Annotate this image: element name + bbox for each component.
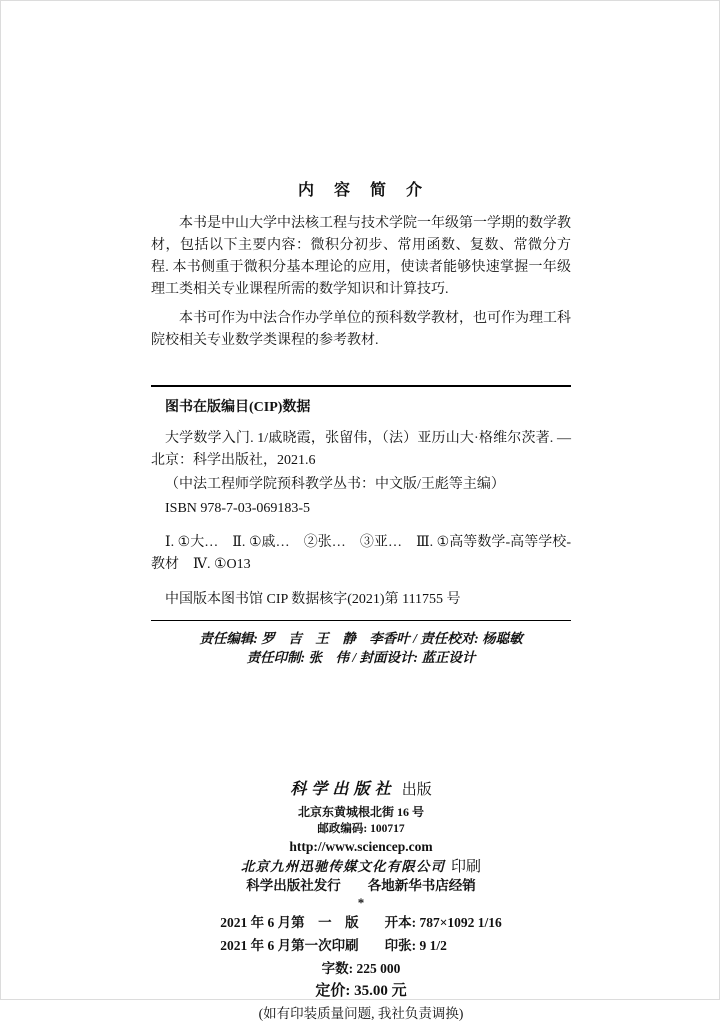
- publisher-website: http://www.sciencep.com: [289, 839, 433, 854]
- publisher-address: 北京东黄城根北街 16 号: [297, 805, 424, 819]
- printer-role: 印刷: [451, 859, 482, 875]
- publisher-line: [151, 779, 571, 801]
- book-format: 开本: 787×1092 1/16: [384, 915, 502, 930]
- distribution-line: 科学出版社发行 各地新华书店经销: [246, 878, 476, 893]
- printing-date: 2021 年 6 月第一次印刷: [220, 938, 359, 953]
- intro-paragraph-1: 本书是中山大学中法核工程与技术学院一年级第一学期的数学教材，包括以下主要内容：微积分初步、常用函数、复数、常微分方程. 本书侧重于微积分基本理论的应用，使读者能够快速掌握一年级理工类相关专业课程所需的数学知识和计算技巧.: [151, 216, 571, 297]
- asterisk-divider: *: [357, 895, 365, 910]
- isbn-number: ISBN 978-7-03-069183-5: [165, 501, 311, 516]
- publisher-role: 出版: [401, 782, 432, 798]
- credits-top-rule: [151, 620, 571, 621]
- edition-details: [151, 911, 571, 954]
- staff-credits: [151, 629, 571, 667]
- cip-entry: 大学数学入门. 1/戚晓霞，张留伟，（法）亚历山大·格维尔茨著. —北京：科学出版社，2021.6: [151, 431, 571, 468]
- price: 定价: 35.00 元: [315, 983, 407, 999]
- cip-top-rule: [151, 385, 571, 387]
- printer-line: [151, 857, 571, 877]
- cip-classification: Ⅰ. ①大… Ⅱ. ①戚… ②张… ③亚… Ⅲ. ①高等数学-高等学校-教材 Ⅳ. ①O13: [151, 535, 571, 572]
- colophon: [151, 779, 571, 1022]
- word-count: 字数: 225 000: [321, 961, 401, 976]
- credits-printing-design: 责任印制: 张 伟 / 封面设计: 蓝正设计: [246, 650, 476, 665]
- edition-date: 2021 年 6 月第 一 版: [220, 915, 359, 930]
- cip-series-note: （中法工程师学院预科教学丛书：中文版/王彪等主编）: [165, 477, 505, 492]
- publisher-name: 科学出版社: [290, 781, 396, 798]
- text-column: [151, 1, 571, 1022]
- credits-editors: 责任编辑: 罗 吉 王 静 李香叶 / 责任校对: 杨聪敏: [199, 631, 523, 646]
- postal-code: 邮政编码: 100717: [317, 823, 405, 835]
- printed-sheets: 印张: 9 1/2: [384, 938, 447, 953]
- intro-paragraph-2: 本书可作为中法合作办学单位的预科数学教材，也可作为理工科院校相关专业数学类课程的参考教材.: [151, 311, 571, 348]
- printer-name: 北京九州迅驰传媒文化有限公司: [240, 859, 446, 874]
- cip-heading: 图书在版编目(CIP)数据: [165, 400, 311, 415]
- quality-notice: (如有印装质量问题, 我社负责调换): [258, 1006, 464, 1021]
- cip-record-number: 中国版本图书馆 CIP 数据核字(2021)第 111755 号: [165, 592, 461, 607]
- intro-title: 内 容 简 介: [297, 182, 424, 199]
